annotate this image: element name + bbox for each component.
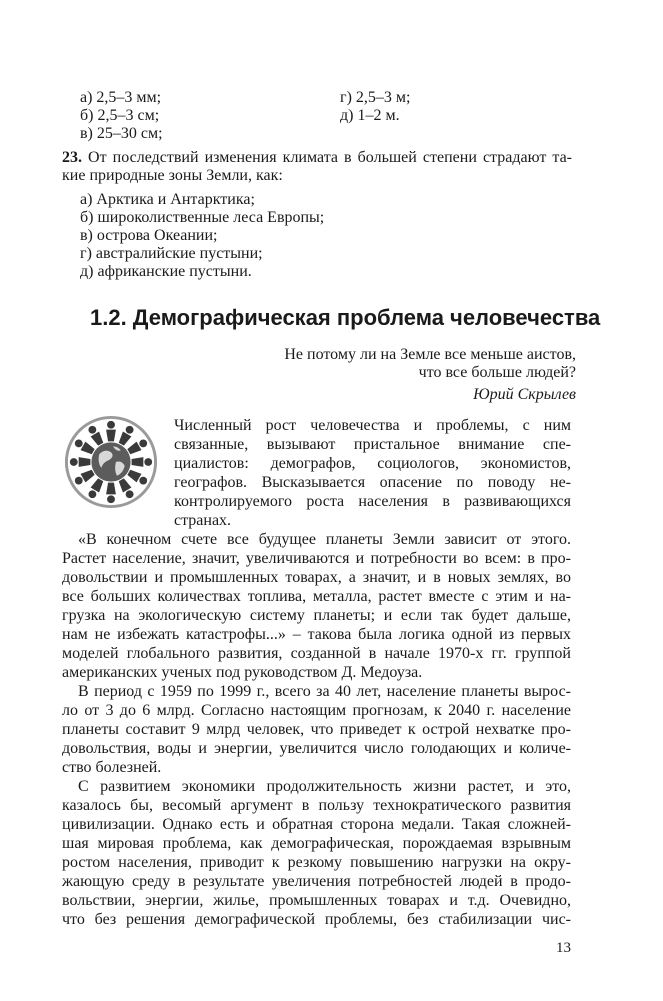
paragraph-line: шая мировая проблема, как демографическая, порождаемая взрывным [62,835,571,852]
globe-people-icon [62,413,160,511]
paragraph-line: Численный рост человечества и проблемы, с ним [174,417,571,434]
paragraph-line: довольствия, воды и энергии, увеличится число голодающих и количе- [62,740,571,757]
paragraph-line: ство болезней. [62,759,162,776]
epigraph-line: что все больше людей? [418,364,576,381]
answer-option: б) широколиственные леса Европы; [80,209,325,226]
answer-option: а) Арктика и Антарктика; [80,191,255,208]
paragraph-line: жающую среду в результате увеличения потребностей людей в продо- [62,873,571,890]
option-c: в) 25–30 см; [80,125,163,142]
page-number: 13 [556,940,571,956]
paragraph-line: все больших количествах топлива, металла, растет вместе с этим и на- [62,588,571,605]
paragraph-line: странах. [174,512,232,529]
question-23-line2: кие природные зоны Земли, как: [62,167,283,184]
option-b: б) 2,5–3 см; [80,107,160,124]
paragraph-line: «В конечном счете все будущее планеты Земли зависит от этого. [78,531,571,548]
paragraph-line: географов. Высказывается опасение по поводу не- [174,474,571,491]
option-d: г) 2,5–3 м; [340,89,411,106]
paragraph-line: цивилизации. Однако есть и обратная сторона медали. Такая сложней- [62,816,571,833]
paragraph-line: С развитием экономики продолжительность жизни растет, и это, [78,778,571,795]
paragraph-line: нам не избежать катастрофы...» – такова была логика одной из первых [62,626,571,643]
paragraph-line: казалось бы, весомый аргумент в пользу технократического развития [62,797,571,814]
paragraph-line: планеты составит 9 млрд человек, что приведет к острой нехватке про- [62,721,571,738]
epigraph-author: Юрий Скрылев [473,386,576,403]
epigraph-line: Не потому ли на Земле все меньше аистов, [284,346,576,363]
paragraph-line: моделей глобального развития, созданной в начале 1970-х гг. группой [62,645,571,662]
paragraph-line: довольствии и промышленных товарах, а значит, и в новых землях, во [62,569,571,586]
option-e: д) 1–2 м. [340,107,400,124]
paragraph-line: контролируемого роста населения в развивающихся [174,493,571,510]
paragraph-line: В период с 1959 по 1999 г., всего за 40 лет, население планеты вырос- [78,683,571,700]
answer-option: г) австралийские пустыни; [80,245,263,262]
paragraph-line: американских ученых под руководством Д. Медоуза. [62,664,423,681]
paragraph-line: связанные, вызывают пристальное внимание спе- [174,436,571,453]
paragraph-line: грузка на экологическую систему планеты; и если так будет дальше, [62,607,571,624]
paragraph-line: что без решения демографической проблемы, без стабилизации чис- [62,911,571,928]
paragraph-line: Растет население, значит, увеличиваются и потребности во всем: в про- [62,550,571,567]
paragraph-line: циалистов: демографов, социологов, экономистов, [174,455,571,472]
answer-option: д) африканские пустыни. [80,263,252,280]
paragraph-line: вольствии, энергии, жилье, промышленных товарах и т.д. Очевидно, [62,892,571,909]
question-23-line1: 23. От последствий изменения климата в большей степени страдают та- [62,149,572,166]
paragraph-line: ло от 3 до 6 млрд. Согласно настоящим прогнозам, к 2040 г. население [62,702,571,719]
option-a: а) 2,5–3 мм; [80,89,162,106]
paragraph-line: ростом населения, приводит к резкому повышению нагрузки на окру- [62,854,571,871]
section-title: 1.2. Демографическая проблема человечества [90,305,601,330]
question-number: 23. [62,149,82,166]
answer-option: в) острова Океании; [80,227,218,244]
